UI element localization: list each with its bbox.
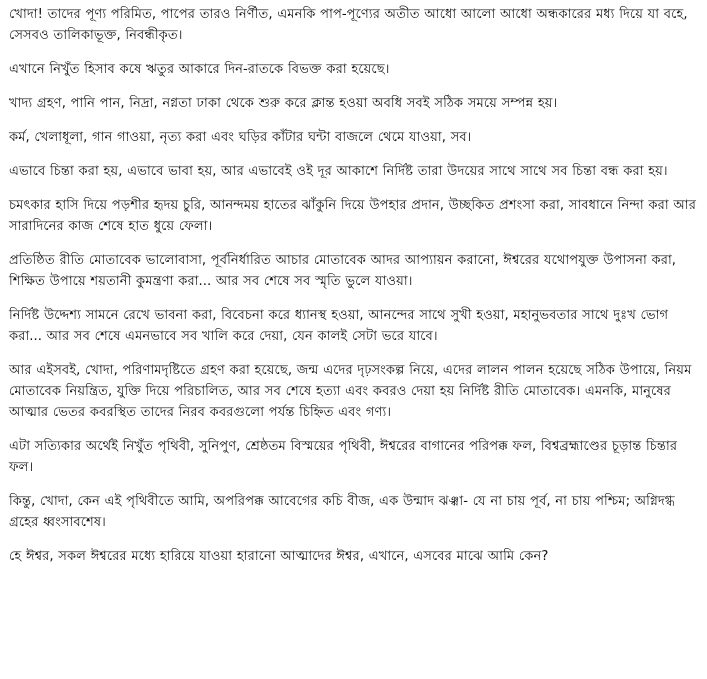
paragraph-5: এভাবে চিন্তা করা হয়, এভাবে ভাবা হয়, আর এভাবেই ওই দূর আকাশে নির্দিষ্ট তারা উদয়ের সাথে সাথে সব চিন্তা বন্ধ করা হয়। [9, 164, 668, 179]
paragraph-1: খোদা! তাদের পূণ্য পরিমিত, পাপের তারও নির্ণীত, এমনকি পাপ-পূণ্যের অতীত আধো আলো আধো অন্ধকারের মধ্য দিয়ে যা বহে, সেসবও তালিকাভূক্ত, নিবন্ধীকৃত। [9, 7, 688, 43]
paragraph-12: হে ঈশ্বর, সকল ঈশ্বরের মধ্যে হারিয়ে যাওয়া হারানো আত্মাদের ঈশ্বর, এখানে, এসবের মাঝে আমি কেন? [9, 549, 549, 564]
paragraph-3: খাদ্য গ্রহণ, পানি পান, নিদ্রা, নগ্নতা ঢাকা থেকে শুরু করে ক্লান্ত হওয়া অবধি সবই সঠিক সময়ে সম্পন্ন হয়। [9, 96, 558, 111]
paragraph-4: কর্ম, খেলাধূলা, গান গাওয়া, নৃত্য করা এবং ঘড়ির কাঁটার ঘন্টা বাজলে থেমে যাওয়া, সব। [9, 130, 472, 145]
document-page [9, 4, 701, 580]
paragraph-10: এটা সত্যিকার অর্থেই নিখুঁত পৃথিবী, সুনিপুণ, শ্রেষ্ঠতম বিস্ময়ের পৃথিবী, ঈশ্বরের বাগানের পরিপক্ক ফল, বিশ্বব্রহ্মাণ্ডের চূড়ান্ত চিন্তার ফল। [9, 439, 678, 475]
paragraph-2: এখানে নিখুঁত হিসাব কষে ঋতুর আকারে দিন-রাতকে বিভক্ত করা হয়েছে। [9, 62, 390, 77]
paragraph-7: প্রতিষ্ঠিত রীতি মোতাবেক ভালোবাসা, পূর্বনির্ধারিত আচার মোতাবেক আদর আপ্যায়ন করানো, ঈশ্বরের যথোপযুক্ত উপাসনা করা, শিক্ষিত উপায়ে শয়তানী কুমন্ত্রণা করা... আর সব শেষে সব স্মৃতি ভুলে যাওয়া। [9, 253, 676, 289]
paragraph-6: চমৎকার হাসি দিয়ে পড়শীর হৃদয় চুরি, আনন্দময় হাতের ঝাঁকুনি দিয়ে উপহার প্রদান, উচ্ছকিত প্রশংসা করা, সাবধানে নিন্দা করা আর সারাদিনের কাজ শেষে হাত ধুয়ে ফেলা। [9, 198, 697, 234]
paragraph-9: আর এইসবই, খোদা, পরিণামদৃষ্টিতে গ্রহণ করা হয়েছে, জন্ম এদের দৃঢ়সংকল্প নিয়ে, এদের লালন পালন হয়েছে সঠিক উপায়ে, নিয়ম মোতাবেক নিয়ন্ত্রিত, যুক্তি দিয়ে পরিচালিত, আর সব শেষে হত্যা এবং কবরও দেয়া হয় নির্দিষ্ট রীতি মোতাবেক। এমনকি, মানুষের আত্মার ভেতর কবরস্থিত তাদের নিরব কবরগুলো পর্যন্ত চিহ্নিত এবং গণ্য। [9, 363, 692, 420]
paragraph-8: নির্দিষ্ট উদ্দেশ্য সামনে রেখে ভাবনা করা, বিবেচনা করে ধ্যানস্থ হওয়া, আনন্দের সাথে সুখী হওয়া, মহানুভবতার সাথে দুঃখ ভোগ করা... আর সব শেষে এমনভাবে সব খালি করে দেয়া, যেন কালই সেটা ভরে যাবে। [9, 308, 669, 344]
paragraph-11: কিন্তু, খোদা, কেন এই পৃথিবীতে আমি, অপরিপক্ক আবেগের কচি বীজ, এক উন্মাদ ঝঞ্ঝা- যে না চায় পূর্ব, না চায় পশ্চিম; অগ্নিদগ্ধ গ্রহের ধ্বংসাবশেষ। [9, 494, 675, 530]
